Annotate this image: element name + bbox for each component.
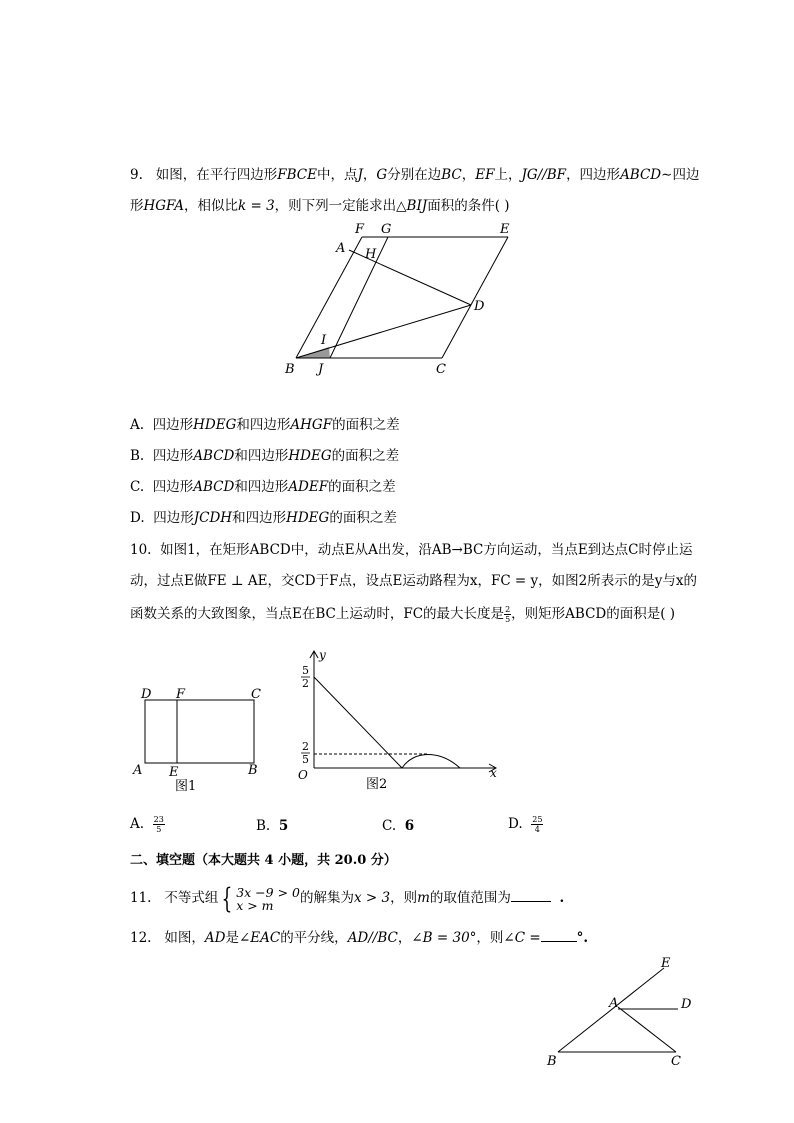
tick-2-5-numerator: 2 [302, 740, 309, 753]
q12-end: °. [576, 930, 589, 946]
inequality-system [236, 886, 300, 912]
q10-option-c[interactable] [382, 817, 414, 835]
q12-math: ∠C = [503, 930, 541, 946]
option-letter: D. [508, 816, 523, 832]
q11-text: 的解集为 [299, 890, 354, 906]
q9-math: JG//BF [521, 167, 567, 183]
tick-5-2-denominator: 2 [302, 677, 309, 690]
q10-option-b[interactable] [256, 817, 288, 835]
label-a: A [336, 241, 346, 256]
q10-text: 函数关系的大致图象，当点E在BC上运动时，FC的最大长度是 [130, 606, 505, 622]
q9-line2 [130, 197, 510, 215]
q9-math: k = 3 [238, 198, 275, 214]
label-b: B [285, 362, 295, 377]
option-text: 和四边形 [234, 448, 289, 464]
origin-label: O [298, 768, 308, 782]
option-math: HDEG [288, 448, 332, 464]
option-text: 四边形 [153, 510, 194, 526]
q9-option-a[interactable] [130, 416, 400, 434]
q9-math: FBCE [277, 167, 317, 183]
label-e: E [169, 765, 179, 780]
q9-option-d[interactable] [130, 509, 397, 527]
label-c: C [671, 1054, 681, 1069]
label-b: B [547, 1054, 557, 1069]
option-math: ABCD [193, 448, 235, 464]
fraction-denominator: 4 [534, 825, 540, 834]
q10-line3 [130, 605, 675, 624]
option-text: 的面积之差 [329, 510, 397, 526]
option-math: ABCD [193, 479, 235, 495]
q11-number: 11. [130, 890, 152, 906]
label-d: D [681, 997, 692, 1012]
label-f: F [355, 222, 365, 237]
inequality-2: x > m [236, 897, 274, 913]
q12-math: AD//BC [347, 930, 398, 946]
option-math: JCDH [193, 510, 233, 526]
q12-text: ， [397, 930, 412, 946]
q9-text: ，四边形 [566, 167, 621, 183]
graph-arc [402, 755, 460, 769]
q9-option-b[interactable] [130, 447, 399, 465]
q9-text: ∼四边 [661, 167, 700, 183]
option-text: 四边形 [152, 479, 194, 495]
rectangle-abcd [145, 700, 254, 763]
fraction-denominator: 5 [156, 825, 162, 834]
option-math: ADEF [288, 479, 329, 495]
option-fraction [153, 815, 165, 834]
q12-figure [540, 952, 700, 1074]
q9-line1 [130, 166, 699, 184]
q9-text: 如图，在平行四边形 [155, 167, 278, 183]
q11-line [130, 881, 565, 915]
q10-number: 10. [130, 542, 152, 558]
segment-bd [296, 305, 471, 358]
q9-text: 上， [494, 167, 522, 183]
fig2-caption: 图2 [366, 777, 388, 792]
q9-text: ，则下列一定能求出 [274, 198, 397, 214]
option-letter: C. [382, 818, 397, 834]
option-text: 和四边形 [232, 510, 287, 526]
q12-text: 的平分线， [280, 930, 348, 946]
fraction-numerator: 23 [153, 815, 164, 824]
q9-text: 形 [130, 198, 144, 214]
section-heading: 二、填空题（本大题共 4 小题，共 20.0 分） [130, 853, 397, 868]
option-letter: B. [130, 448, 145, 464]
side-ec [442, 237, 508, 358]
fraction-numerator: 25 [532, 815, 543, 824]
q9-number: 9. [130, 167, 143, 183]
q9-text: ， [461, 167, 476, 183]
q9-math: △BIJ [396, 198, 428, 214]
option-math: HDEG [286, 510, 330, 526]
label-a: A [609, 996, 619, 1011]
q11-math: m [417, 890, 430, 906]
brace-icon: { [221, 881, 233, 915]
q10-figure1 [130, 684, 270, 794]
label-j: J [318, 362, 324, 377]
q12-math: AD [204, 930, 226, 946]
axis-label-y: y [319, 648, 326, 662]
q12-text: 如图， [164, 930, 205, 946]
option-text: 的面积之差 [331, 448, 400, 464]
option-letter: A. [130, 816, 145, 832]
option-text: 和四边形 [234, 479, 289, 495]
label-c: C [251, 687, 261, 702]
option-text: 四边形 [152, 448, 194, 464]
q12-math: ∠EAC [238, 930, 281, 946]
label-b: B [248, 763, 258, 778]
option-letter: A. [130, 417, 145, 433]
q10-text: 如图1，在矩形ABCD中，动点E从A出发，沿AB→BC方向运动，当点E到达点C时停止运 [160, 542, 693, 558]
label-g: G [381, 222, 392, 237]
q9-figure [280, 218, 520, 380]
q10-line2 [130, 572, 697, 590]
fig1-caption: 图1 [175, 779, 197, 794]
q12-text: ，则 [476, 930, 504, 946]
q9-text: 中，点 [317, 167, 358, 183]
q11-end: . [559, 890, 565, 906]
q12-number: 12. [130, 930, 152, 946]
q12-line [130, 927, 588, 947]
label-c: C [436, 362, 446, 377]
tick-5-2-numerator: 5 [302, 664, 309, 677]
label-h: H [365, 247, 377, 262]
option-letter: B. [256, 818, 271, 834]
fraction-numerator: 2 [505, 605, 511, 614]
side-fb [296, 237, 362, 358]
option-letter: C. [130, 479, 145, 495]
option-text: 的面积之差 [332, 417, 400, 433]
answer-blank[interactable] [511, 887, 551, 902]
option-value: 5 [278, 818, 289, 834]
q9-math: G [376, 167, 388, 183]
axis-label-x: x [490, 766, 497, 780]
q11-math: x > 3 [353, 890, 391, 906]
segment-ac [618, 1007, 676, 1052]
option-text: 的面积之差 [328, 479, 396, 495]
tick-2-5-denominator: 5 [302, 753, 309, 766]
q12-text: 是 [225, 930, 239, 946]
q10-option-a[interactable] [130, 815, 165, 834]
q10-option-d[interactable] [508, 815, 543, 834]
option-letter: D. [130, 510, 145, 526]
q9-text: 分别在边 [387, 167, 442, 183]
q10-figure2 [290, 646, 510, 796]
graph-line-segment [314, 677, 402, 768]
q9-math: EF [475, 167, 495, 183]
option-fraction [531, 815, 543, 834]
label-i: I [321, 333, 327, 348]
q11-text: 的取值范围为 [429, 890, 511, 906]
q9-text: 面积的条件( ) [427, 198, 510, 214]
q10-text: 动，过点E做FE ⊥ AE，交CD于F点，设点E运动路程为x，FC = y，如图2所表示的是y与x的 [130, 573, 697, 589]
label-a: A [133, 763, 143, 778]
label-e: E [500, 222, 510, 237]
q9-math: BC [441, 167, 462, 183]
label-f: F [176, 687, 186, 702]
option-text: 四边形 [152, 417, 194, 433]
option-math: HDEG [193, 417, 237, 433]
q9-text: ， [362, 167, 377, 183]
q9-math: ABCD [620, 167, 662, 183]
label-d: D [141, 687, 152, 702]
option-value: 6 [404, 818, 415, 834]
answer-blank[interactable] [541, 927, 577, 942]
q10-line1 [130, 541, 693, 559]
fraction-denominator: 5 [505, 615, 511, 624]
q11-text: ，则 [390, 890, 418, 906]
label-e: E [661, 956, 671, 971]
q9-math: J [357, 167, 363, 183]
q10-text: ，则矩形ABCD的面积是( ) [511, 606, 676, 622]
q9-option-c[interactable] [130, 478, 396, 496]
q11-text: 不等式组 [164, 890, 219, 906]
option-math: AHGF [290, 417, 333, 433]
q12-math: ∠B = 30° [411, 930, 477, 946]
q9-math: HGFA [143, 198, 184, 214]
q9-text: ，相似比 [184, 198, 238, 214]
option-text: 和四边形 [236, 417, 291, 433]
inequality-1: 3x −9 > 0 [236, 884, 300, 900]
label-d: D [474, 299, 485, 314]
